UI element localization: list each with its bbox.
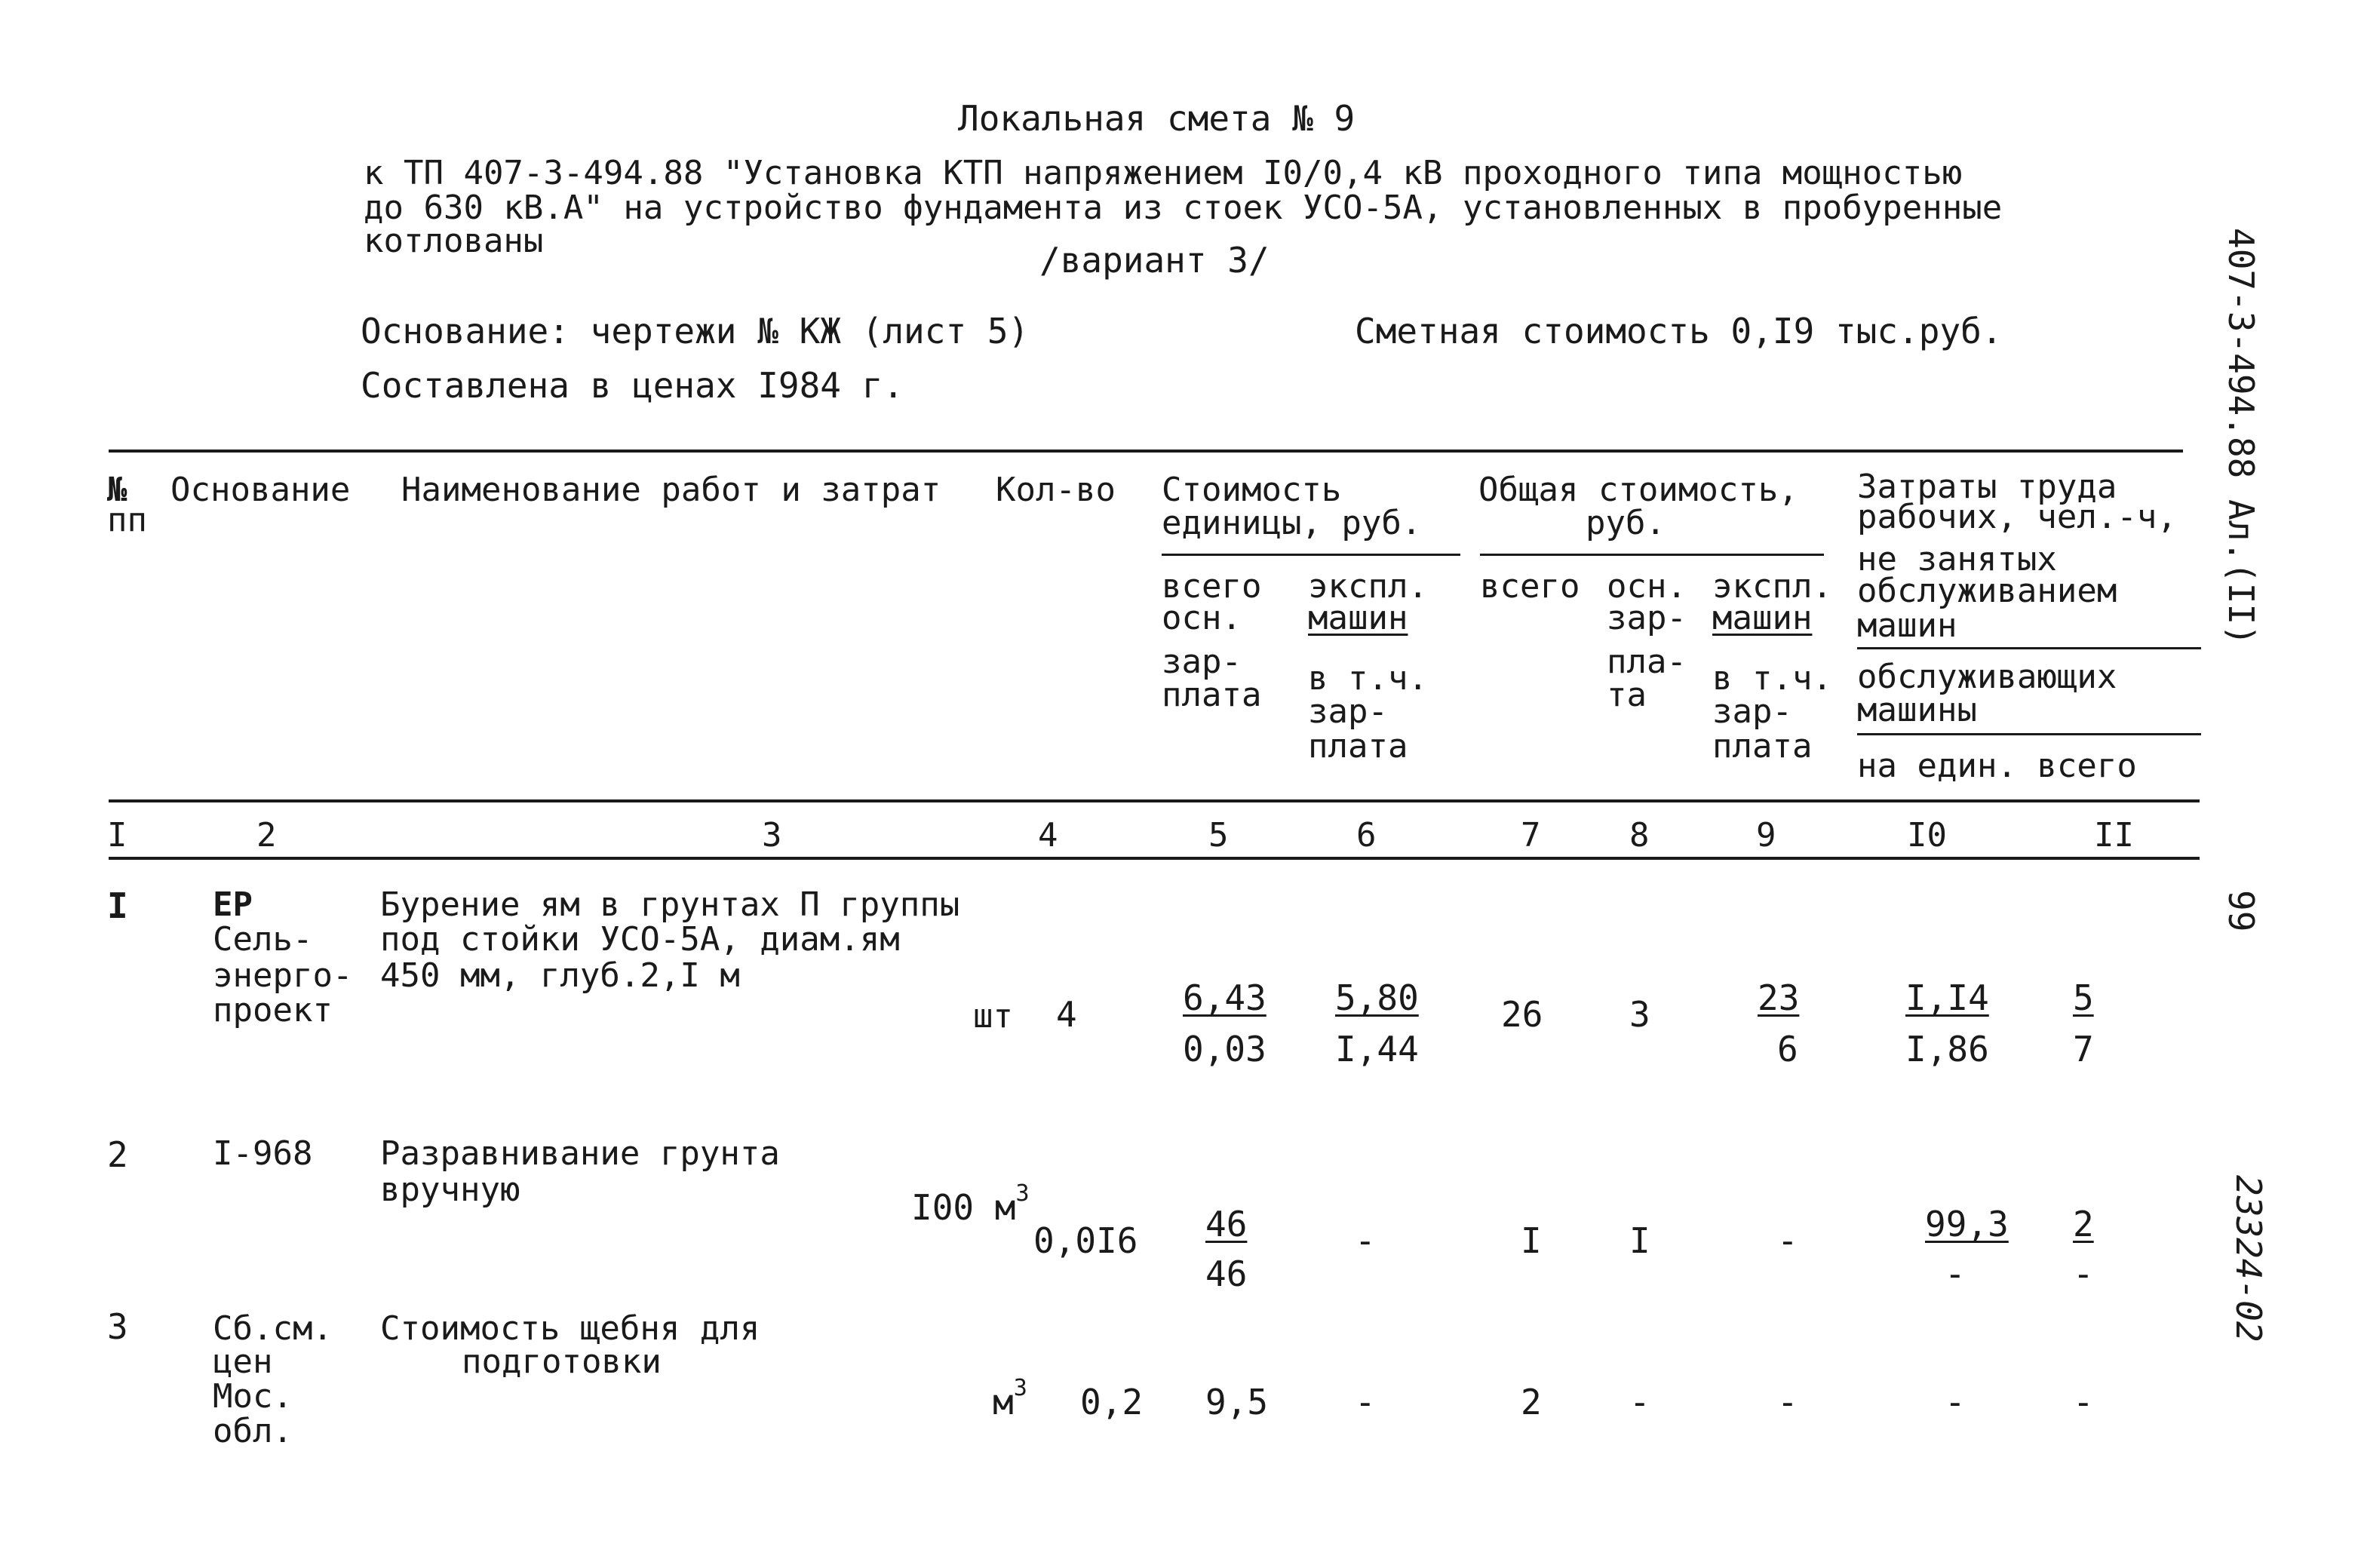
- row-2-basis-1: I-968: [213, 1134, 313, 1173]
- row-1-basis-1: ЕР: [213, 885, 253, 924]
- table-top-rule: [109, 450, 2183, 453]
- row-2-name-2: вручную: [380, 1171, 520, 1209]
- header-num: №: [107, 471, 127, 509]
- row-2-name-1: Разравнивание грунта: [380, 1134, 780, 1173]
- subtitle-line-2: до 630 кВ.А" на устройство фундамента из стоек УСО-5А, установленных в пробуренные: [364, 189, 2003, 227]
- header-c5-1: всего: [1162, 567, 1262, 606]
- header-c9-3: в т.ч.: [1712, 659, 1832, 698]
- row-3-c5: 9,5: [1205, 1382, 1269, 1422]
- estimated-cost: Сметная стоимость 0,I9 тыс.руб.: [1355, 311, 2003, 351]
- col-number-6: 6: [1356, 816, 1377, 855]
- row-2-c5-bot: 46: [1205, 1253, 1248, 1294]
- row-2-num: 2: [107, 1134, 128, 1175]
- price-year-text: Составлена в ценах I984 г.: [361, 365, 904, 406]
- row-1-basis-4: проект: [213, 991, 333, 1029]
- row-1-name-1: Бурение ям в грунтах П группы: [380, 885, 960, 924]
- header-c5-4: плата: [1162, 676, 1262, 714]
- row-1-c5-top: 6,43: [1183, 977, 1266, 1018]
- row-1-c9-bot: 6: [1777, 1029, 1798, 1069]
- col-number-7: 7: [1521, 816, 1541, 855]
- row-2-c9: -: [1777, 1220, 1798, 1261]
- header-unit-cost-2: единицы, руб.: [1162, 504, 1422, 542]
- col-number-11: II: [2094, 816, 2134, 855]
- header-labor-2: рабочих, чел.-ч,: [1857, 498, 2177, 536]
- row-2-qty: 0,0I6: [1033, 1220, 1138, 1261]
- header-c6-2: машин: [1308, 599, 1408, 637]
- row-3-basis-2: цен: [213, 1342, 273, 1381]
- row-3-c11: -: [2073, 1382, 2094, 1422]
- row-3-c7: 2: [1521, 1382, 1542, 1422]
- header-c6-1: экспл.: [1308, 567, 1428, 606]
- document-title: Локальная смета № 9: [958, 98, 1356, 139]
- basis-text: Основание: чертежи № КЖ (лист 5): [361, 311, 1030, 351]
- row-1-basis-2: Сель-: [213, 920, 313, 959]
- col-number-10: I0: [1907, 816, 1947, 855]
- header-c9-1: экспл.: [1712, 567, 1832, 606]
- variant-label: /вариант 3/: [1039, 240, 1270, 281]
- row-1-name-2: под стойки УСО-5А, диам.ям: [380, 920, 900, 959]
- header-c5-2: осн.: [1162, 599, 1242, 637]
- col-numbers-rule: [109, 857, 2200, 860]
- header-bottom-rule: [109, 799, 2200, 802]
- row-1-c6-bot: I,44: [1335, 1029, 1419, 1069]
- row-1-qty: 4: [1056, 994, 1077, 1035]
- row-3-unit: $м^3$: [993, 1375, 1027, 1422]
- header-basis: Основание: [170, 471, 351, 509]
- col-number-9: 9: [1756, 816, 1776, 855]
- header-c8-2: зар-: [1607, 599, 1687, 637]
- header-c8-1: осн.: [1607, 567, 1687, 606]
- row-2-c5-top: 46: [1205, 1204, 1248, 1244]
- header-c7: всего: [1480, 567, 1580, 606]
- header-labor-8: на един. всего: [1857, 747, 2137, 785]
- row-2-c7: I: [1521, 1220, 1542, 1261]
- subtitle-line-1: к ТП 407-3-494.88 "Установка КТП напряжением I0/0,4 кВ проходного типа мощностью: [364, 154, 1963, 192]
- subtitle-line-3: котлованы: [364, 222, 544, 260]
- row-3-name-2: подготовки: [462, 1342, 662, 1381]
- row-2-c11-top: 2: [2073, 1204, 2094, 1244]
- row-2-c11-bot: -: [2073, 1253, 2094, 1294]
- row-1-c6-top: 5,80: [1335, 977, 1419, 1018]
- row-3-basis-1: Сб.см.: [213, 1309, 333, 1348]
- header-labor-6: обслуживающих: [1857, 658, 2117, 696]
- row-1-unit: шт: [973, 997, 1013, 1036]
- header-c6-4: зар-: [1308, 692, 1388, 731]
- row-2-c8: I: [1629, 1220, 1650, 1261]
- col-number-5: 5: [1208, 816, 1229, 855]
- row-3-c8: -: [1629, 1382, 1650, 1422]
- row-3-c10: -: [1945, 1382, 1966, 1422]
- labor-subrule-1: [1857, 647, 2201, 649]
- col-number-1: I: [107, 816, 127, 855]
- unit-cost-subrule: [1162, 554, 1460, 556]
- col-number-2: 2: [256, 816, 277, 855]
- row-3-qty: 0,2: [1080, 1382, 1144, 1422]
- row-3-c6: -: [1355, 1382, 1376, 1422]
- margin-page-number: 99: [2221, 890, 2261, 932]
- header-total-cost-2: руб.: [1586, 504, 1666, 542]
- row-2-c10-top: 99,3: [1925, 1204, 2009, 1244]
- row-1-c10-top: I,I4: [1905, 977, 1989, 1018]
- row-3-num: 3: [107, 1306, 128, 1347]
- header-num-2: пп: [107, 501, 147, 539]
- row-1-c11-bot: 7: [2073, 1029, 2094, 1069]
- header-name: Наименование работ и затрат: [401, 471, 941, 509]
- row-3-basis-4: обл.: [213, 1412, 293, 1450]
- row-1-c11-top: 5: [2073, 977, 2094, 1018]
- row-1-num: I: [107, 885, 128, 926]
- header-c5-3: зар-: [1162, 643, 1242, 681]
- row-1-c5-bot: 0,03: [1183, 1029, 1266, 1069]
- row-3-c9: -: [1777, 1382, 1798, 1422]
- row-1-c7: 26: [1501, 994, 1543, 1035]
- labor-subrule-2: [1857, 733, 2201, 735]
- header-c6-3: в т.ч.: [1308, 659, 1428, 698]
- header-c8-3: пла-: [1607, 643, 1687, 681]
- header-labor-3: не занятых: [1857, 540, 2057, 578]
- row-3-basis-3: Мос.: [213, 1377, 293, 1416]
- row-1-c10-bot: I,86: [1905, 1029, 1989, 1069]
- header-c9-4: зар-: [1712, 692, 1792, 731]
- header-labor-1: Затраты труда: [1857, 468, 2117, 506]
- header-c9-2: машин: [1712, 599, 1813, 637]
- row-2-unit: I00 $м^3$: [911, 1180, 1030, 1228]
- col-number-8: 8: [1629, 816, 1650, 855]
- col-number-3: 3: [762, 816, 782, 855]
- row-2-c10-bot: -: [1945, 1253, 1966, 1294]
- header-labor-4: обслуживанием: [1857, 572, 2117, 610]
- header-total-cost-1: Общая стоимость,: [1478, 471, 1798, 509]
- row-1-name-3: 450 мм, глуб.2,I м: [380, 956, 740, 995]
- header-unit-cost-1: Стоимость: [1162, 471, 1342, 509]
- header-labor-5: машин: [1857, 606, 1957, 645]
- header-labor-7: машины: [1857, 691, 1977, 729]
- row-1-c9-top: 23: [1758, 977, 1800, 1018]
- total-cost-subrule: [1480, 554, 1824, 556]
- row-1-basis-3: энерго-: [213, 956, 353, 995]
- header-c8-4: та: [1607, 676, 1647, 714]
- row-2-c6: -: [1355, 1220, 1376, 1261]
- row-3-name-1: Стоимость щебня для: [380, 1309, 760, 1348]
- header-c6-5: плата: [1308, 727, 1408, 766]
- margin-doc-code: 407-3-494.88 Ал.(II): [2221, 228, 2261, 646]
- row-1-c8: 3: [1629, 994, 1650, 1035]
- header-qty: Кол-во: [996, 471, 1116, 509]
- col-number-4: 4: [1038, 816, 1058, 855]
- header-c9-5: плата: [1712, 727, 1813, 766]
- margin-inventory-number: 23324-02: [2228, 1175, 2269, 1342]
